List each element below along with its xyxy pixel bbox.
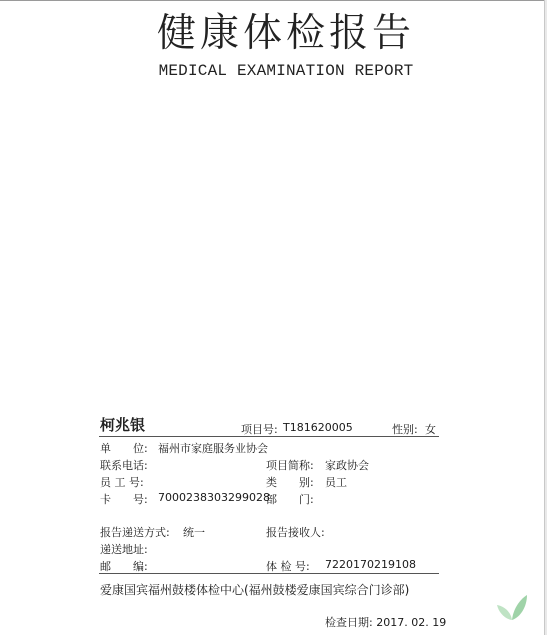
exam-center-name: 爱康国宾福州鼓楼体检中心(福州鼓楼爱康国宾综合门诊部) (100, 583, 410, 597)
unit-label: 单 位: (100, 442, 148, 455)
staff-no-label: 员 工 号: (100, 476, 144, 489)
exam-no-label: 体 检 号: (266, 560, 310, 573)
card-label: 卡 号: (100, 493, 148, 506)
project-no-label: 项目号: (241, 423, 278, 436)
card-value: 7000238303299028 (158, 491, 270, 504)
project-short-value: 家政协会 (325, 459, 369, 472)
delivery-method-label: 报告递送方式: (100, 526, 170, 539)
report-title-chinese: 健康体检报告 (156, 11, 415, 56)
phone-label: 联系电话: (100, 459, 148, 472)
delivery-method-value: 统一 (183, 526, 205, 539)
gender-value: 女 (425, 423, 436, 436)
recipient-label: 报告接收人: (266, 526, 325, 539)
exam-date (325, 614, 446, 630)
sprout-logo-icon (494, 588, 530, 624)
project-no-value: T181620005 (283, 421, 353, 434)
department-label: 部 门: (266, 493, 314, 506)
category-value: 员工 (325, 476, 347, 489)
exam-date-value: 2017. 02. 19 (376, 616, 447, 629)
top-border (0, 0, 547, 1)
unit-value: 福州市家庭服务业协会 (158, 442, 268, 455)
exam-date-label: 检查日期: (325, 616, 373, 629)
report-title-english: MEDICAL EXAMINATION REPORT (158, 62, 414, 80)
header-divider (99, 436, 439, 437)
exam-no-value: 7220170219108 (325, 558, 416, 571)
delivery-address-label: 递送地址: (100, 543, 148, 556)
footer-divider (99, 573, 439, 574)
patient-name: 柯兆银 (100, 416, 146, 434)
postcode-label: 邮 编: (100, 560, 148, 573)
gender-label: 性别: (392, 423, 418, 436)
category-label: 类 别: (266, 476, 314, 489)
project-short-label: 项目简称: (266, 459, 314, 472)
